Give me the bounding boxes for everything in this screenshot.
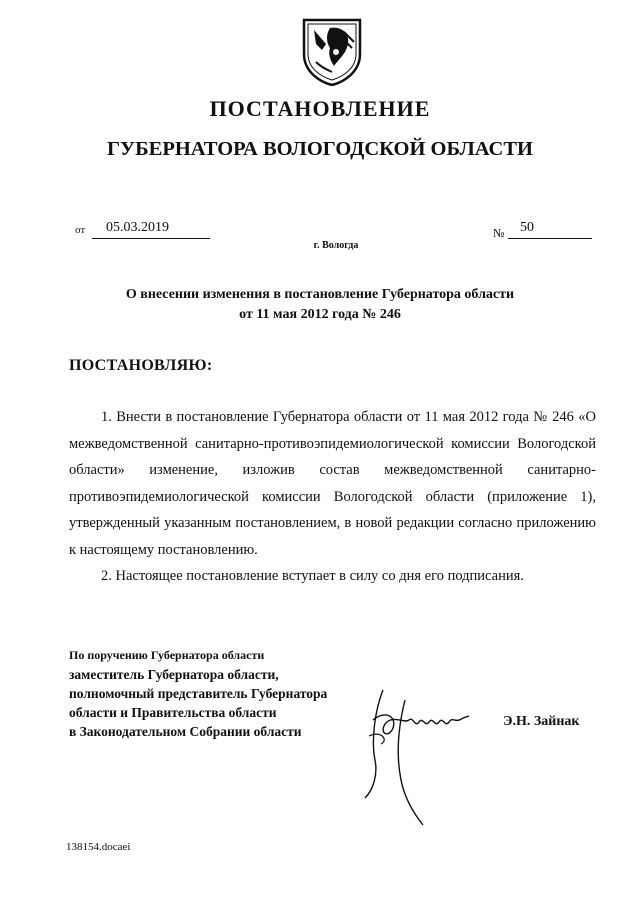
signature-line-1: По поручению Губернатора области	[69, 648, 265, 662]
document-issuer: ГУБЕРНАТОРА ВОЛОГОДСКОЙ ОБЛАСТИ	[107, 138, 533, 160]
signature-block	[69, 646, 327, 741]
subject-line-2: от 11 мая 2012 года № 246	[239, 307, 401, 322]
file-code: 138154.docaei	[66, 841, 131, 853]
date-value: 05.03.2019	[106, 220, 169, 235]
paragraph-2: 2. Настоящее постановление вступает в силу со дня его подписания.	[101, 568, 524, 584]
decree-word: ПОСТАНОВЛЯЮ:	[69, 357, 213, 374]
signature-line-4: области и Правительства области	[69, 705, 277, 720]
signature-line-3: полномочный представитель Губернатора	[69, 686, 328, 701]
decree-body	[69, 404, 596, 590]
paragraph-1: 1. Внести в постановление Губернатора области от 11 мая 2012 года № 246 «О межведомственной санитарно-противоэпидемиологической комиссии Вологодской области» изменение, изложив состав межведомственной санитарно-противоэпидемиологической комиссии Вологодской области (приложение 1), утвержденный указанным постановлением, в новой редакции согласно приложению к настоящему постановлению.	[69, 409, 596, 558]
signature-line-5: в Законодательном Собрании области	[69, 724, 302, 739]
subject	[0, 285, 640, 325]
date-label: от	[75, 224, 86, 236]
handwritten-signature	[345, 680, 475, 830]
subject-line-1: О внесении изменения в постановление Губернатора области	[125, 287, 515, 302]
document-title: ПОСТАНОВЛЕНИЕ	[209, 96, 431, 121]
number-value: 50	[520, 220, 534, 235]
number-label: №	[493, 226, 505, 240]
vologda-coat-of-arms-icon	[300, 14, 364, 86]
city: г. Вологда	[313, 240, 359, 251]
signatory-name: Э.Н. Зайнак	[503, 714, 580, 729]
signature-line-2: заместитель Губернатора области,	[69, 667, 279, 682]
